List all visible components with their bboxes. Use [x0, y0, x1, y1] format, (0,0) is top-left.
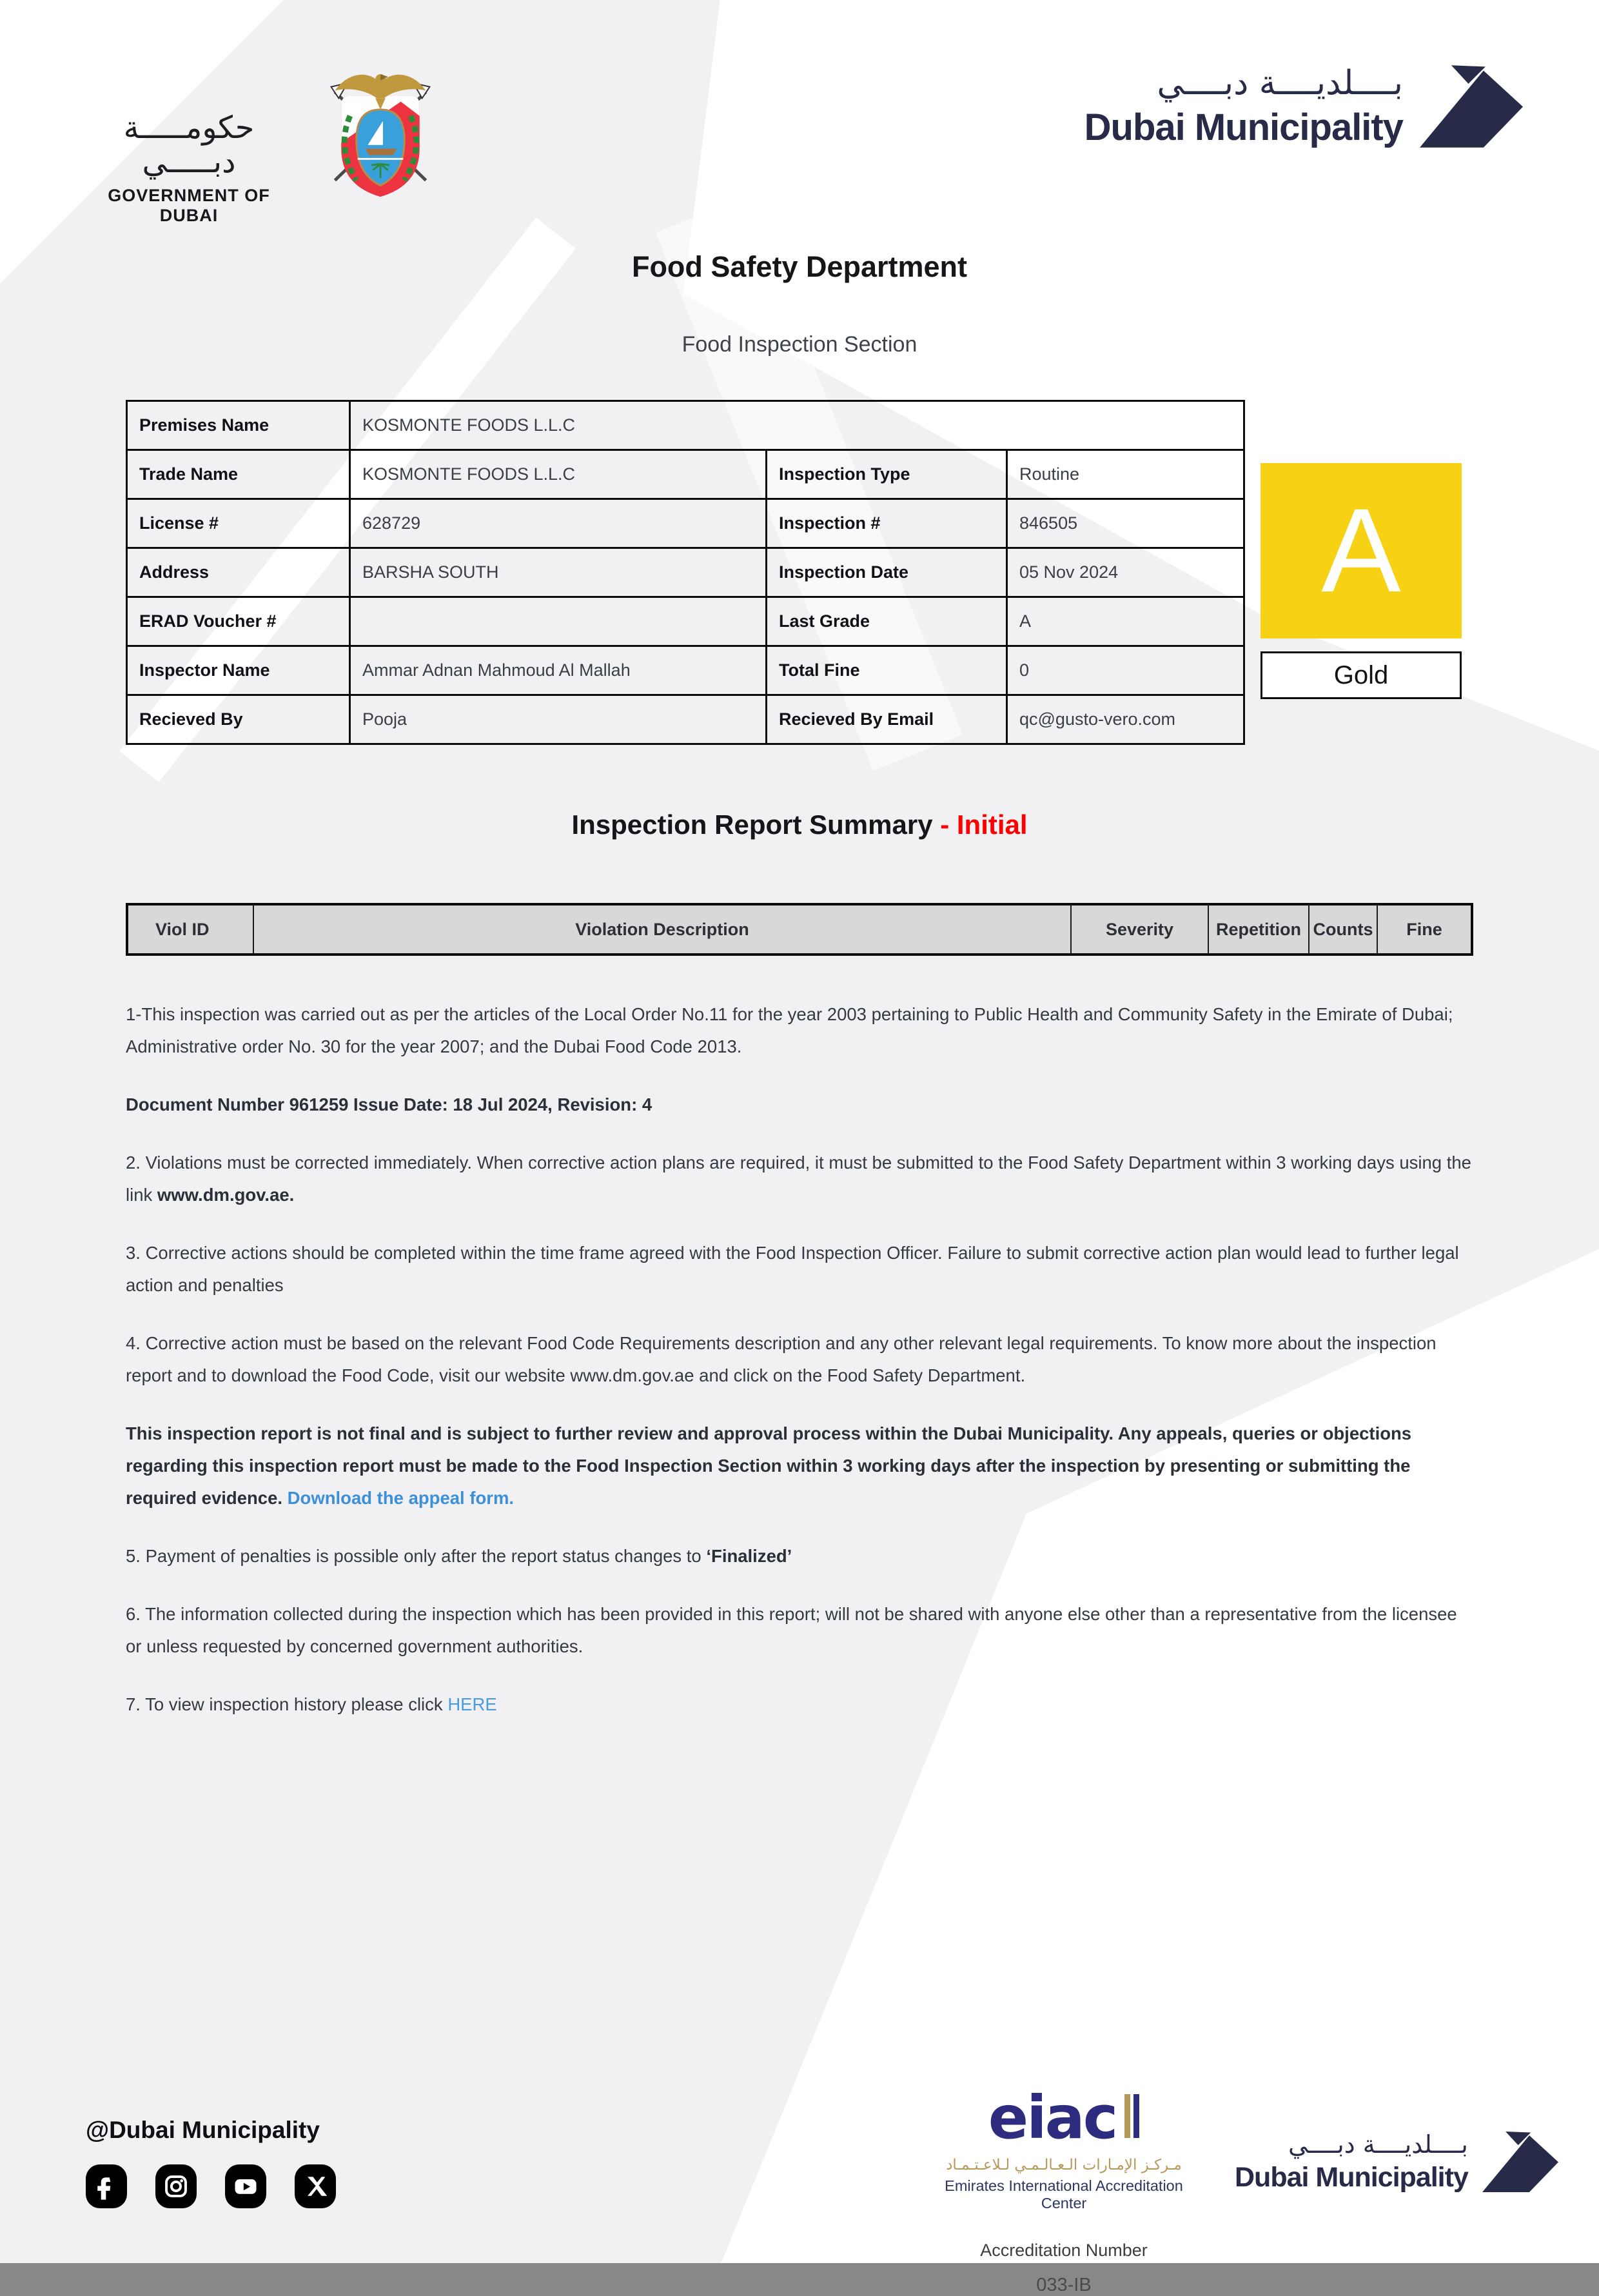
note-4: 4. Corrective action must be based on the relevant Food Code Requirements description and any other relevant legal requirements. To know more about the inspection report and to download the Food Code, visit our website www.dm.gov.ae and click on the Food Safety Department.: [126, 1333, 1437, 1385]
inspection-history-link[interactable]: HERE: [447, 1694, 497, 1714]
table-row: [127, 548, 1244, 597]
col-repetition: Repetition: [1209, 906, 1310, 953]
finalized-keyword: ‘Finalized’: [706, 1546, 792, 1566]
total-fine-label: Total Fine: [767, 646, 1007, 695]
table-row: [127, 450, 1244, 499]
license-label: License #: [127, 499, 350, 548]
received-by-value: Pooja: [350, 695, 767, 744]
license-value: 628729: [350, 499, 767, 548]
col-viol-id: Viol ID: [128, 906, 254, 953]
page-subtitle: Food Inspection Section: [682, 332, 917, 357]
eiac-english-line: Emirates International Accreditation Center: [945, 2177, 1183, 2212]
inspection-date-value: 05 Nov 2024: [1007, 548, 1244, 597]
grade-badge: [1261, 463, 1462, 638]
note-3: 3. Corrective actions should be completed within the time frame agreed with the Food Inspection Officer. Failure to submit corrective action plan would lead to further legal action and penalties: [126, 1243, 1459, 1295]
x-icon[interactable]: [295, 2164, 336, 2208]
municipality-arrow-icon: [1420, 65, 1523, 148]
note-6: 6. The information collected during the inspection which has been provided in this report; will not be shared with anyone else other than a representative from the licensee or unless requested by concerned government authorities.: [126, 1604, 1457, 1656]
facebook-icon[interactable]: [86, 2164, 127, 2208]
instagram-icon[interactable]: [155, 2164, 197, 2208]
dm-gov-link-text: www.dm.gov.ae.: [157, 1185, 295, 1205]
eiac-logo: eiac: [938, 2088, 1190, 2148]
page-title: Food Safety Department: [631, 250, 968, 283]
premises-name-value: KOSMONTE FOODS L.L.C: [350, 401, 1244, 450]
government-arabic-wordmark: حكومـــــة دبـــــي: [123, 110, 255, 180]
eiac-logo-block: [938, 2083, 1190, 2296]
trade-name-label: Trade Name: [127, 450, 350, 499]
inspection-number-value: 846505: [1007, 499, 1244, 548]
received-by-email-value: qc@gusto-vero.com: [1007, 695, 1244, 744]
inspector-name-value: Ammar Adnan Mahmoud Al Mallah: [350, 646, 767, 695]
summary-status: - Initial: [932, 809, 1028, 840]
table-row: [127, 499, 1244, 548]
download-appeal-form-link[interactable]: Download the appeal form.: [287, 1488, 515, 1508]
trade-name-value: KOSMONTE FOODS L.L.C: [350, 450, 767, 499]
note-1: 1-This inspection was carried out as per the articles of the Local Order No.11 for the year 2003 pertaining to Public Health and Community Safety in the Emirate of Dubai; Administrative order No. 30 for the year 2007; and the Dubai Food Code 2013.: [126, 1004, 1453, 1056]
accreditation-number-label: Accreditation Number: [980, 2241, 1148, 2260]
summary-title-text: Inspection Report Summary: [571, 809, 933, 840]
report-notes: [126, 998, 1475, 1747]
uae-crest-icon: [317, 64, 444, 212]
table-row: [127, 646, 1244, 695]
premises-info-table: [126, 400, 1245, 745]
social-icons-row: [86, 2164, 336, 2208]
erad-voucher-label: ERAD Voucher #: [127, 597, 350, 646]
social-handle: @Dubai Municipality: [86, 2117, 320, 2143]
footer-municipality-arrow-icon: [1482, 2132, 1558, 2192]
total-fine-value: 0: [1007, 646, 1244, 695]
col-severity: Severity: [1072, 906, 1209, 953]
erad-voucher-value: [350, 597, 767, 646]
note-7: 7. To view inspection history please click HERE: [126, 1694, 497, 1714]
address-value: BARSHA SOUTH: [350, 548, 767, 597]
address-label: Address: [127, 548, 350, 597]
municipality-english-wordmark: Dubai Municipality: [1084, 106, 1403, 148]
footer-municipality-english: Dubai Municipality: [1235, 2161, 1468, 2193]
inspection-date-label: Inspection Date: [767, 548, 1007, 597]
footer-municipality-logo: [1235, 2131, 1558, 2193]
inspector-name-label: Inspector Name: [127, 646, 350, 695]
youtube-icon[interactable]: [225, 2164, 266, 2208]
col-violation-description: Violation Description: [254, 906, 1072, 953]
col-fine: Fine: [1406, 919, 1442, 939]
appeal-notice: This inspection report is not final and is subject to further review and approval process within the Dubai Municipality. Any appeals, queries or objections regarding this inspection report must be made to the Food Inspection Section within 3 working days after the inspection by presenting or submitting the required evidence. Download the appeal form.: [126, 1423, 1412, 1508]
received-by-label: Recieved By: [127, 695, 350, 744]
government-of-dubai-logo: [83, 64, 444, 226]
footer-municipality-arabic: بــــلديــــة دبــــي: [1288, 2130, 1468, 2159]
municipality-arabic-wordmark: بــــلديــــة دبــــي: [1157, 64, 1403, 103]
footer-accreditation-block: [938, 2083, 1558, 2296]
inspection-type-label: Inspection Type: [767, 450, 1007, 499]
summary-title: [0, 809, 1599, 840]
table-row: [127, 597, 1244, 646]
last-grade-label: Last Grade: [767, 597, 1007, 646]
received-by-email-label: Recieved By Email: [767, 695, 1007, 744]
accreditation-number-value: 033-IB: [1036, 2275, 1092, 2295]
government-english-wordmark: GOVERNMENT OF DUBAI: [108, 185, 270, 225]
violations-table-header: [126, 903, 1473, 956]
eiac-logo-bars: [1121, 2088, 1139, 2148]
premises-name-label: Premises Name: [127, 401, 350, 450]
table-row: [127, 401, 1244, 450]
grade-letter: A: [1321, 484, 1401, 617]
col-counts: Counts: [1310, 906, 1378, 953]
note-2: 2. Violations must be corrected immediately. When corrective action plans are required, it must be submitted to the Food Safety Department within 3 working days using the link www.dm.gov.ae.: [126, 1153, 1471, 1205]
document-number-line: Document Number 961259 Issue Date: 18 Jul 2024, Revision: 4: [126, 1094, 652, 1114]
inspection-number-label: Inspection #: [767, 499, 1007, 548]
footer-social-block: [86, 2117, 336, 2208]
note-5: 5. Payment of penalties is possible only after the report status changes to ‘Finalized’: [126, 1546, 792, 1566]
last-grade-value: A: [1007, 597, 1244, 646]
eiac-arabic-line: مـركـز الإمـارات الـعـالـمـي لـلاعـتـمـاد: [946, 2157, 1182, 2173]
page-header: [83, 64, 1523, 226]
table-row: [127, 695, 1244, 744]
dubai-municipality-logo: [1084, 64, 1523, 149]
grade-tier-label: Gold: [1261, 651, 1462, 699]
inspection-type-value: Routine: [1007, 450, 1244, 499]
